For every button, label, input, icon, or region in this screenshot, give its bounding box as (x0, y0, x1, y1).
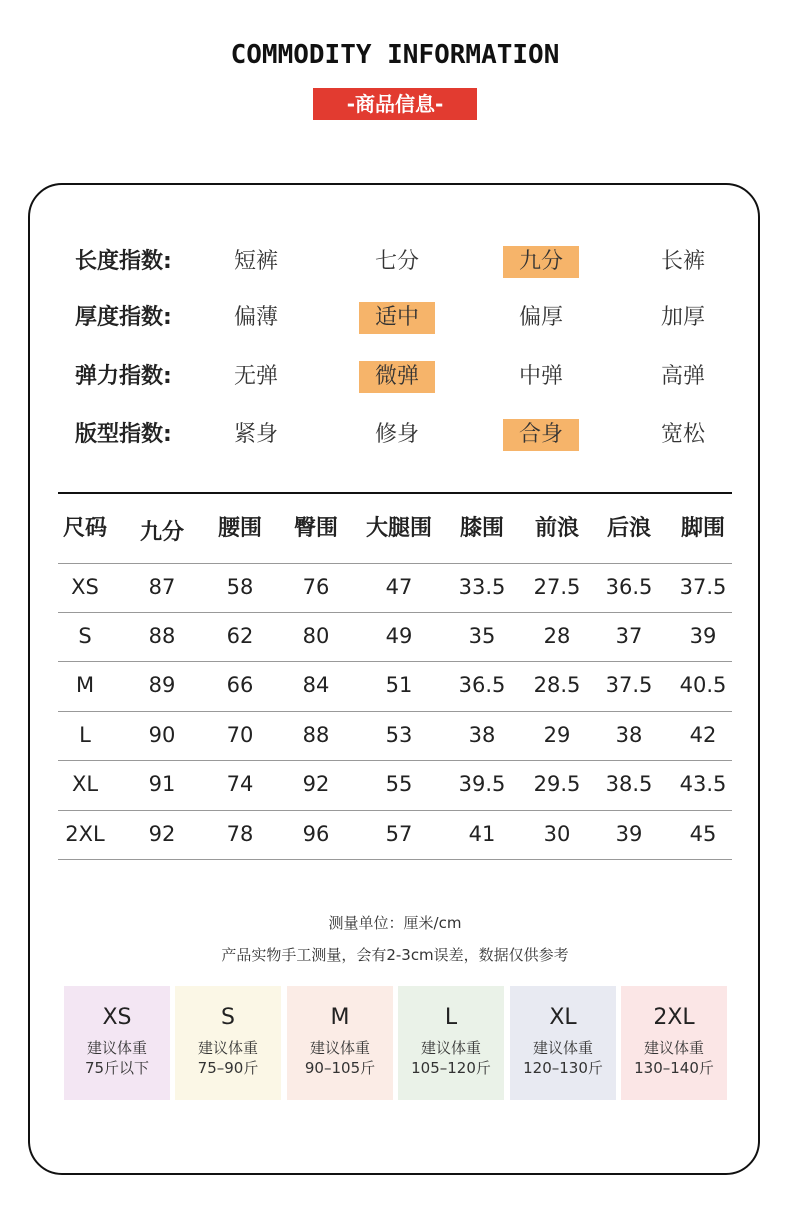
table-row-rule (58, 859, 732, 860)
table-cell: 43.5 (679, 772, 727, 796)
size-cell: XS (71, 575, 99, 599)
index-option: 高弹 (660, 364, 705, 389)
weight-box (287, 986, 393, 1100)
table-cell: 47 (385, 575, 413, 599)
disclaimer-note: 产品实物手工测量，会有2-3cm误差，数据仅供参考 (221, 946, 569, 964)
table-cell: 51 (385, 673, 413, 697)
table-cell: 37.5 (605, 673, 653, 697)
table-cell: 30 (543, 822, 571, 846)
weight-size: 2XL (653, 1005, 695, 1030)
table-cell: 39 (615, 822, 643, 846)
weight-label: 建议体重 (643, 1039, 704, 1057)
weight-label: 建议体重 (86, 1039, 147, 1057)
weight-label: 建议体重 (420, 1039, 481, 1057)
table-cell: 62 (226, 624, 254, 648)
weight-label: 建议体重 (309, 1039, 370, 1057)
table-header-cell: 臀围 (293, 516, 338, 541)
size-cell: L (79, 723, 91, 747)
index-option: 偏厚 (518, 305, 563, 330)
table-cell: 27.5 (533, 575, 581, 599)
weight-box (510, 986, 616, 1100)
size-cell: S (78, 624, 92, 648)
table-cell: 38 (468, 723, 496, 747)
index-label: 厚度指数: (75, 305, 172, 330)
table-cell: 29.5 (533, 772, 581, 796)
table-cell: 80 (302, 624, 330, 648)
weight-box (175, 986, 281, 1100)
table-header-cell: 膝围 (459, 516, 504, 541)
index-option: 短裤 (233, 249, 278, 274)
header-subtitle: -商品信息- (313, 88, 477, 120)
table-cell: 28 (543, 624, 571, 648)
table-cell: 88 (148, 624, 176, 648)
table-cell: 33.5 (458, 575, 506, 599)
table-cell: 76 (302, 575, 330, 599)
table-cell: 92 (148, 822, 176, 846)
table-cell: 55 (385, 772, 413, 796)
table-cell: 41 (468, 822, 496, 846)
weight-box (621, 986, 727, 1100)
index-option: 紧身 (233, 422, 278, 447)
weight-label: 建议体重 (532, 1039, 593, 1057)
header-title: COMMODITY INFORMATION (230, 40, 560, 70)
index-option: 中弹 (518, 364, 563, 389)
table-cell: 49 (385, 624, 413, 648)
weight-box (398, 986, 504, 1100)
table-cell: 42 (689, 723, 717, 747)
table-cell: 40.5 (679, 673, 727, 697)
table-cell: 91 (148, 772, 176, 796)
index-option: 偏薄 (233, 305, 278, 330)
table-cell: 53 (385, 723, 413, 747)
table-cell: 66 (226, 673, 254, 697)
table-header-cell: 腰围 (217, 516, 262, 541)
index-option: 加厚 (660, 305, 705, 330)
index-option: 七分 (374, 249, 419, 274)
index-label: 长度指数: (75, 249, 172, 274)
table-header-cell: 后浪 (606, 516, 651, 541)
table-cell: 87 (148, 575, 176, 599)
table-cell: 28.5 (533, 673, 581, 697)
table-cell: 74 (226, 772, 254, 796)
table-cell: 45 (689, 822, 717, 846)
index-option: 无弹 (233, 364, 278, 389)
index-option: 修身 (374, 422, 419, 447)
table-cell: 89 (148, 673, 176, 697)
weight-size: S (221, 1005, 235, 1030)
table-cell: 39 (689, 624, 717, 648)
size-cell: 2XL (65, 822, 105, 846)
index-row (0, 244, 790, 280)
table-header-cell: 尺码 (62, 516, 107, 541)
index-row (0, 300, 790, 336)
weight-range: 105–120斤 (411, 1059, 491, 1077)
table-cell: 37 (615, 624, 643, 648)
size-cell: XL (71, 772, 99, 796)
weight-size: L (444, 1005, 458, 1030)
table-cell: 29 (543, 723, 571, 747)
weight-label: 建议体重 (197, 1039, 258, 1057)
table-cell: 39.5 (458, 772, 506, 796)
index-option-selected: 微弹 (359, 361, 435, 393)
weight-box (64, 986, 170, 1100)
weight-range: 120–130斤 (523, 1059, 603, 1077)
table-cell: 36.5 (605, 575, 653, 599)
index-row (0, 359, 790, 395)
index-label: 弹力指数: (75, 364, 172, 389)
table-top-divider (58, 492, 732, 494)
weight-range: 75–90斤 (197, 1059, 259, 1077)
table-cell: 35 (468, 624, 496, 648)
table-cell: 58 (226, 575, 254, 599)
index-option: 宽松 (660, 422, 705, 447)
index-row (0, 417, 790, 453)
weight-size: XL (549, 1005, 577, 1030)
index-option-selected: 适中 (359, 302, 435, 334)
table-cell: 78 (226, 822, 254, 846)
table-cell: 57 (385, 822, 413, 846)
table-cell: 37.5 (679, 575, 727, 599)
table-cell: 90 (148, 723, 176, 747)
weight-range: 130–140斤 (634, 1059, 714, 1077)
index-option-selected: 九分 (503, 246, 579, 278)
table-cell: 36.5 (458, 673, 506, 697)
table-header-cell: 前浪 (534, 516, 579, 541)
table-cell: 88 (302, 723, 330, 747)
table-header-cell: 九分 (139, 520, 184, 545)
weight-range: 75斤以下 (84, 1059, 150, 1077)
table-header-cell: 脚围 (680, 516, 725, 541)
table-cell: 38.5 (605, 772, 653, 796)
index-option: 长裤 (660, 249, 705, 274)
table-cell: 38 (615, 723, 643, 747)
weight-size: XS (102, 1005, 132, 1030)
index-label: 版型指数: (75, 422, 172, 447)
table-cell: 92 (302, 772, 330, 796)
table-cell: 96 (302, 822, 330, 846)
table-cell: 70 (226, 723, 254, 747)
unit-note: 测量单位：厘米/cm (328, 914, 462, 932)
weight-range: 90–105斤 (304, 1059, 376, 1077)
table-header-cell: 大腿围 (365, 516, 432, 541)
size-cell: M (75, 673, 95, 697)
index-option-selected: 合身 (503, 419, 579, 451)
weight-size: M (330, 1005, 350, 1030)
table-cell: 84 (302, 673, 330, 697)
